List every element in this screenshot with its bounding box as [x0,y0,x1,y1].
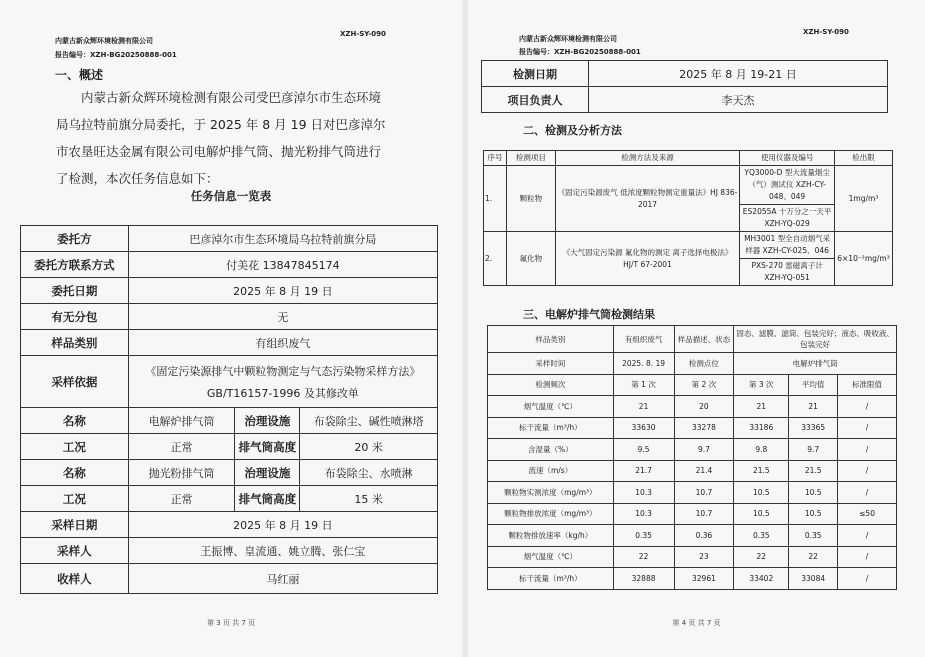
header: 检测项目 [506,151,555,166]
label: 采样时间 [488,353,614,375]
label: 委托方联系方式 [21,252,129,278]
table-row [488,482,897,504]
method: 《大气固定污染源 氟化物的测定 离子选择电极法》HJ/T 67-2001 [555,232,739,286]
sample-type: 有组织废气 [613,326,674,353]
sample-type-value: 有组织废气 [128,330,437,356]
condition: 正常 [128,486,235,512]
value: 33278 [674,417,734,439]
detection-limit: 6×10⁻²mg/m³ [835,232,893,286]
value: 21 [613,396,674,418]
parameter: 颗粒物实测浓度（mg/m³） [488,482,614,504]
stack-height: 15 米 [300,486,438,512]
label: 检测频次 [488,374,614,396]
value: ≤50 [838,503,897,525]
test-item: 氟化物 [506,232,555,286]
section-title: 三、电解炉排气筒检测结果 [523,308,655,321]
value: 10.5 [734,503,789,525]
table-row [488,525,897,547]
label: 委托日期 [21,278,129,304]
sample-date-value: 2025 年 8 月 19 日 [128,512,437,538]
instrument: YQ3000-D 型大流量烟尘（气）测试仪 XZH-CY-048、049 [740,166,835,205]
value: / [838,546,897,568]
value: 0.35 [613,525,674,547]
value: 10.5 [789,482,838,504]
treatment: 布袋除尘、水喷淋 [300,460,438,486]
value: 0.35 [789,525,838,547]
table-row [488,439,897,461]
value: 9.8 [734,439,789,461]
test-item: 颗粒物 [506,166,555,232]
value: 32961 [674,568,734,590]
value: 0.36 [674,525,734,547]
report-page-3 [0,0,462,657]
value: 21.5 [789,460,838,482]
table-row [488,396,897,418]
label: 工况 [21,434,129,460]
instrument: ES2055A 十万分之一天平 XZH-YQ-029 [740,205,835,232]
label: 样品描述、状态 [674,326,734,353]
table-title: 任务信息一览表 [190,189,272,203]
value: 10.7 [674,503,734,525]
label: 采样依据 [21,356,129,408]
detection-limit: 1mg/m³ [835,166,893,232]
parameter: 颗粒物排放浓度（mg/m³） [488,503,614,525]
page-footer: 第 3 页 共 7 页 [206,619,256,627]
parameter: 烟气温度（℃） [488,396,614,418]
row-number: 1. [484,166,507,232]
value: 23 [674,546,734,568]
value: 10.3 [613,503,674,525]
basis-value [128,356,437,408]
label: 排气筒高度 [235,434,300,460]
project-info-table [481,60,888,113]
source-name: 抛光粉排气筒 [128,460,235,486]
header: 第 3 次 [734,374,789,396]
stack-height: 20 米 [300,434,438,460]
value: 9.7 [674,439,734,461]
test-point: 电解炉排气筒 [734,353,897,375]
report-number: 报告编号：XZH-BG20250888-001 [55,51,177,59]
value: 22 [789,546,838,568]
method: 《固定污染源废气 低浓度颗粒物测定重量法》HJ 836-2017 [555,166,739,232]
contact-value: 付美花 13847845174 [128,252,437,278]
table-row [488,460,897,482]
value: 22 [613,546,674,568]
header: 第 2 次 [674,374,734,396]
section-title: 一、概述 [55,68,104,82]
company-name: 内蒙古新众辉环境检测有限公司 [519,35,617,43]
label: 名称 [21,408,129,434]
value: 21.7 [613,460,674,482]
value: 33402 [734,568,789,590]
parameter: 标干流量（m³/h） [488,417,614,439]
value: / [838,439,897,461]
condition: 正常 [128,434,235,460]
value: 33084 [789,568,838,590]
treatment: 布袋除尘、碱性喷淋塔 [300,408,438,434]
table-row [488,503,897,525]
parameter: 流速（m/s） [488,460,614,482]
parameter: 含湿量（%） [488,439,614,461]
value: 9.7 [789,439,838,461]
label: 样品类别 [21,330,129,356]
value: 33630 [613,417,674,439]
test-date: 2025 年 8 月 19-21 日 [589,61,888,87]
value: 21 [734,396,789,418]
basis-line2: GB/T16157-1996 及其修改单 [206,386,359,400]
value: 22 [734,546,789,568]
header: 检出限 [835,151,893,166]
value: 33186 [734,417,789,439]
value: / [838,568,897,590]
company-name: 内蒙古新众辉环境检测有限公司 [55,37,153,45]
value: 33365 [789,417,838,439]
label: 名称 [21,460,129,486]
header: 序号 [484,151,507,166]
doc-code: XZH-SY-090 [340,30,386,38]
label: 采样人 [21,538,129,564]
table-row [488,546,897,568]
label: 委托方 [21,226,129,252]
label: 工况 [21,486,129,512]
parameter: 标干流量（m³/h） [488,568,614,590]
value: 10.5 [734,482,789,504]
header: 标准限值 [838,374,897,396]
value: / [838,525,897,547]
value: 21 [789,396,838,418]
label: 治理设施 [235,460,300,486]
section-title: 二、检测及分析方法 [523,124,622,137]
value: 21.5 [734,460,789,482]
row-number: 2. [484,232,507,286]
table-row [488,568,897,590]
label: 有无分包 [21,304,129,330]
label: 项目负责人 [482,87,589,113]
header: 第 1 次 [613,374,674,396]
sample-description: 固态、滤膜、滤筒、包装完好；液态、吸收液、包装完好 [734,326,897,353]
parameter: 颗粒物排放速率（kg/h） [488,525,614,547]
report-page-4 [468,0,925,657]
report-number: 报告编号：XZH-BG20250888-001 [519,48,641,56]
value: 10.3 [613,482,674,504]
samplers-value: 王振博、皇流通、姚立腾、张仁宝 [128,538,437,564]
header: 使用仪器及编号 [740,151,835,166]
label: 治理设施 [235,408,300,434]
instrument: MH3001 型全自动烟气采样器 XZH-CY-025、046 [740,232,835,259]
instrument: PXS-270 雷磁离子计 XZH-YQ-051 [740,259,835,286]
methods-table [483,150,893,286]
label: 检测点位 [674,353,734,375]
label: 检测日期 [482,61,589,87]
value: 20 [674,396,734,418]
project-lead: 李天杰 [589,87,888,113]
basis-line1: 《固定污染源排气中颗粒物测定与气态污染物采样方法》 [145,364,421,378]
value: / [838,460,897,482]
value: 10.5 [789,503,838,525]
sampling-time: 2025. 8. 19 [613,353,674,375]
overview-paragraph: 内蒙古新众辉环境检测有限公司受巴彦淖尔市生态环境局乌拉特前旗分局委托，于 2025 年 8 月 19 日对巴彦淖尔市农垦旺达金属有限公司电解炉排气筒、抛光粉排气筒进行了检测，本次任务信息如下： [56,90,386,186]
doc-code: XZH-SY-090 [803,28,849,36]
header: 平均值 [789,374,838,396]
value: 0.35 [734,525,789,547]
label: 样品类别 [488,326,614,353]
value: 10.7 [674,482,734,504]
label: 采样日期 [21,512,129,538]
value: 9.5 [613,439,674,461]
value: 32888 [613,568,674,590]
table-row [488,417,897,439]
parameter: 烟气温度（℃） [488,546,614,568]
source-name: 电解炉排气筒 [128,408,235,434]
client-value: 巴彦淖尔市生态环境局乌拉特前旗分局 [128,226,437,252]
value: / [838,417,897,439]
page-footer: 第 4 页 共 7 页 [672,619,721,627]
results-table [487,325,897,590]
task-info-table [20,225,438,594]
label: 收样人 [21,564,129,594]
date-value: 2025 年 8 月 19 日 [128,278,437,304]
value: / [838,482,897,504]
label: 排气筒高度 [235,486,300,512]
receiver-value: 马红丽 [128,564,437,594]
header: 检测方法及来源 [555,151,739,166]
subcontract-value: 无 [128,304,437,330]
value: 21.4 [674,460,734,482]
value: / [838,396,897,418]
